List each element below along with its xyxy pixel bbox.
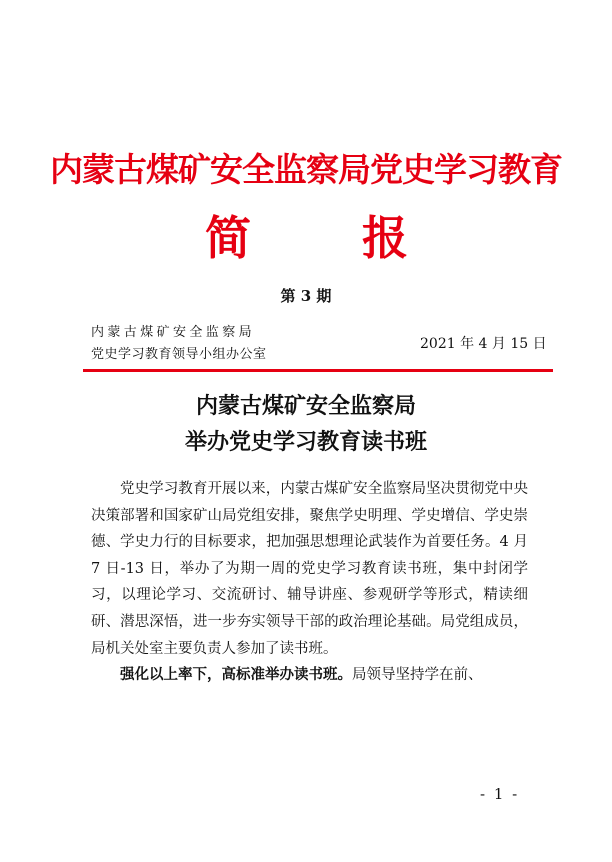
issuer-office: 党史学习教育领导小组办公室: [91, 347, 267, 362]
page-number: - 1 -: [480, 785, 520, 803]
masthead-subtitle: [0, 212, 612, 264]
masthead-title: 内蒙古煤矿安全监察局党史学习教育: [50, 150, 562, 189]
headline-line-2: 举办党史学习教育读书班: [184, 429, 427, 455]
masthead-subtitle-left: 简: [205, 211, 251, 265]
red-divider: [83, 369, 553, 372]
headline-line-1: 内蒙古煤矿安全监察局: [195, 393, 416, 419]
issuer-organization: 内蒙古煤矿安全监察局: [91, 325, 256, 340]
issuer-block: [91, 322, 267, 366]
article-headline: [0, 388, 612, 460]
publication-date: 2021 年 4 月 15 日: [420, 336, 547, 352]
paragraph-2: [91, 662, 528, 689]
issue-number: 第 3 期: [280, 287, 332, 305]
paragraph-2-text: 局领导坚持学在前、: [352, 667, 483, 684]
article-body: [91, 476, 528, 689]
paragraph-2-lead: 强化以上率下，高标准举办读书班。: [120, 666, 352, 684]
paragraph-1: 党史学习教育开展以来，内蒙古煤矿安全监察局坚决贯彻党中央决策部署和国家矿山局党组安排，聚焦学史明理、学史增信、学史崇德、学史力行的目标要求，把加强思想理论武装作为首要任务。4 月 7 日-13 日，举办了为期一周的党史学习教育读书班，集中封闭学习，以理论学习、交流研讨、辅导讲座、参观研学等形式，精读细研、潜思深悟，进一步夯实领导干部的政治理论基础。局党组成员，局机关处室主要负责人参加了读书班。: [91, 481, 528, 657]
masthead-subtitle-right: 报: [362, 211, 408, 265]
